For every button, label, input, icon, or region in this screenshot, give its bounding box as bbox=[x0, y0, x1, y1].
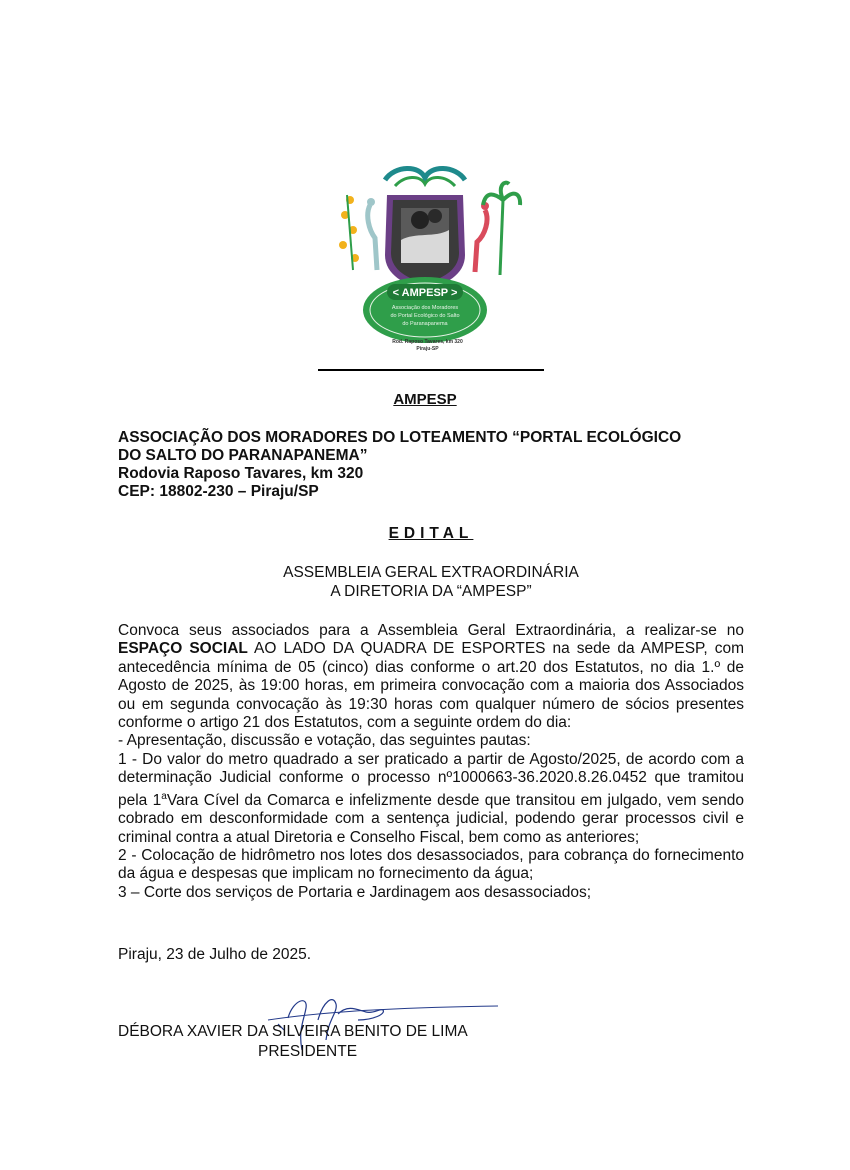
association-cep: CEP: 18802-230 – Piraju/SP bbox=[118, 483, 319, 500]
agenda-item-1 bbox=[118, 751, 744, 847]
signatory-name: DÉBORA XAVIER DA SILVEIRA BENITO DE LIMA bbox=[118, 1023, 468, 1040]
header-divider bbox=[318, 369, 544, 371]
signatory-role: PRESIDENTE bbox=[258, 1043, 358, 1060]
association-logo bbox=[325, 160, 525, 360]
association-name-line-2: DO SALTO DO PARANAPANEMA” bbox=[118, 447, 368, 464]
edital-subtitle-2: A DIRETORIA DA “AMPESP” bbox=[330, 583, 532, 600]
intro-paragraph bbox=[118, 622, 744, 732]
edital-title: EDITAL bbox=[388, 525, 474, 542]
logo-emblem bbox=[325, 160, 525, 360]
logo-ribbon-line-1: Associação dos Moradores bbox=[391, 305, 459, 311]
logo-acronym: < AMPESP > bbox=[392, 287, 458, 299]
intro-bold: ESPAÇO SOCIAL bbox=[118, 640, 248, 658]
logo-ribbon-line-2: do Portal Ecológico do Salto bbox=[390, 313, 460, 319]
logo-road: Rod. Raposo Tavares, km 320 bbox=[392, 339, 463, 345]
closing-date: Piraju, 23 de Julho de 2025. bbox=[118, 946, 312, 963]
agenda-intro: - Apresentação, discussão e votação, das seguintes pautas: bbox=[118, 732, 531, 750]
item1-pre: 1 - Do valor do metro quadrado a ser praticado a partir de Agosto/2025, de acordo com a determinação Judicial conforme o processo nº1000663-36.2020.8.26.0452 que tramitou pela 1 bbox=[118, 750, 744, 809]
item1-post: Vara Cível da Comarca e infelizmente desde que transitou em julgado, vem sendo cobrado em desconformidade com a sentença judicial, podendo gerar processos civil e criminal contra a atual Diretoria e Conselho Fiscal, bem como as anteriores; bbox=[118, 791, 744, 846]
logo-address bbox=[370, 339, 485, 353]
association-address: Rodovia Raposo Tavares, km 320 bbox=[118, 465, 364, 482]
edital-body bbox=[118, 622, 744, 902]
logo-city: Piraju-SP bbox=[416, 346, 439, 352]
association-header bbox=[118, 429, 758, 501]
logo-ribbon-line-3: do Paranapanema bbox=[402, 321, 448, 327]
agenda-item-3: 3 – Corte dos serviços de Portaria e Jardinagem aos desassociados; bbox=[118, 883, 591, 901]
agenda-item-2: 2 - Colocação de hidrômetro nos lotes dos desassociados, para cobrança do fornecimento da água e despesas que implicam no fornecimento da água; bbox=[118, 847, 744, 883]
intro-post: AO LADO DA QUADRA DE ESPORTES na sede da AMPESP, com antecedência mínima de 05 (cinco) dias conforme o art.20 dos Estatutos, no dia 1.º de Agosto de 2025, às 19:00 horas, em primeira convocação com a maioria dos Associados ou em segunda convocação às 19:30 horas com qualquer número de sócios presentes conforme o artigo 21 dos Estatutos, com a seguinte ordem do dia: bbox=[118, 640, 745, 732]
intro-pre: Convoca seus associados para a Assembleia Geral Extraordinária, a realizar-se no bbox=[118, 622, 744, 639]
item1-sup: a bbox=[161, 790, 167, 802]
short-name: AMPESP bbox=[393, 391, 457, 408]
association-name-line-1: ASSOCIAÇÃO DOS MORADORES DO LOTEAMENTO “PORTAL ECOLÓGICO bbox=[118, 429, 682, 446]
edital-subtitle-1: ASSEMBLEIA GERAL EXTRAORDINÁRIA bbox=[283, 564, 579, 581]
